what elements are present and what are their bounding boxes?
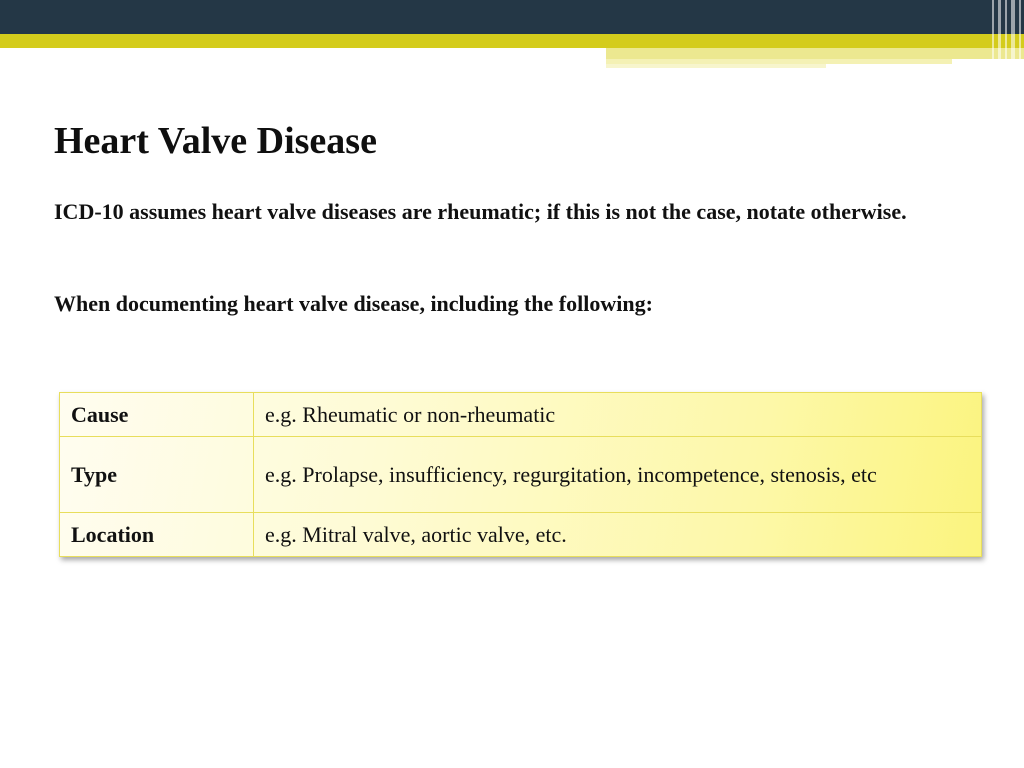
intro-paragraph: ICD-10 assumes heart valve diseases are rheumatic; if this is not the case, notate otherwise. — [54, 199, 907, 224]
row-label-cause: Cause — [60, 393, 254, 437]
header-accent-light-stripe — [606, 48, 1024, 59]
row-value-type: e.g. Prolapse, insufficiency, regurgitation, incompetence, stenosis, etc — [254, 437, 982, 513]
header-bar — [0, 0, 1024, 34]
row-label-location: Location — [60, 513, 254, 557]
row-value-cause: e.g. Rheumatic or non-rheumatic — [254, 393, 982, 437]
header-corner-stripes — [988, 0, 1024, 72]
header-accent-light-stripe — [606, 64, 826, 68]
row-label-type: Type — [60, 437, 254, 513]
header-accent-stripe — [0, 34, 1024, 48]
table-row-cause — [60, 393, 982, 437]
slide-title: Heart Valve Disease — [54, 120, 377, 162]
documentation-paragraph: When documenting heart valve disease, including the following: — [54, 291, 653, 316]
table-row-type — [60, 437, 982, 513]
valve-disease-table — [59, 392, 982, 557]
table-row-location — [60, 513, 982, 557]
row-value-location: e.g. Mitral valve, aortic valve, etc. — [254, 513, 982, 557]
